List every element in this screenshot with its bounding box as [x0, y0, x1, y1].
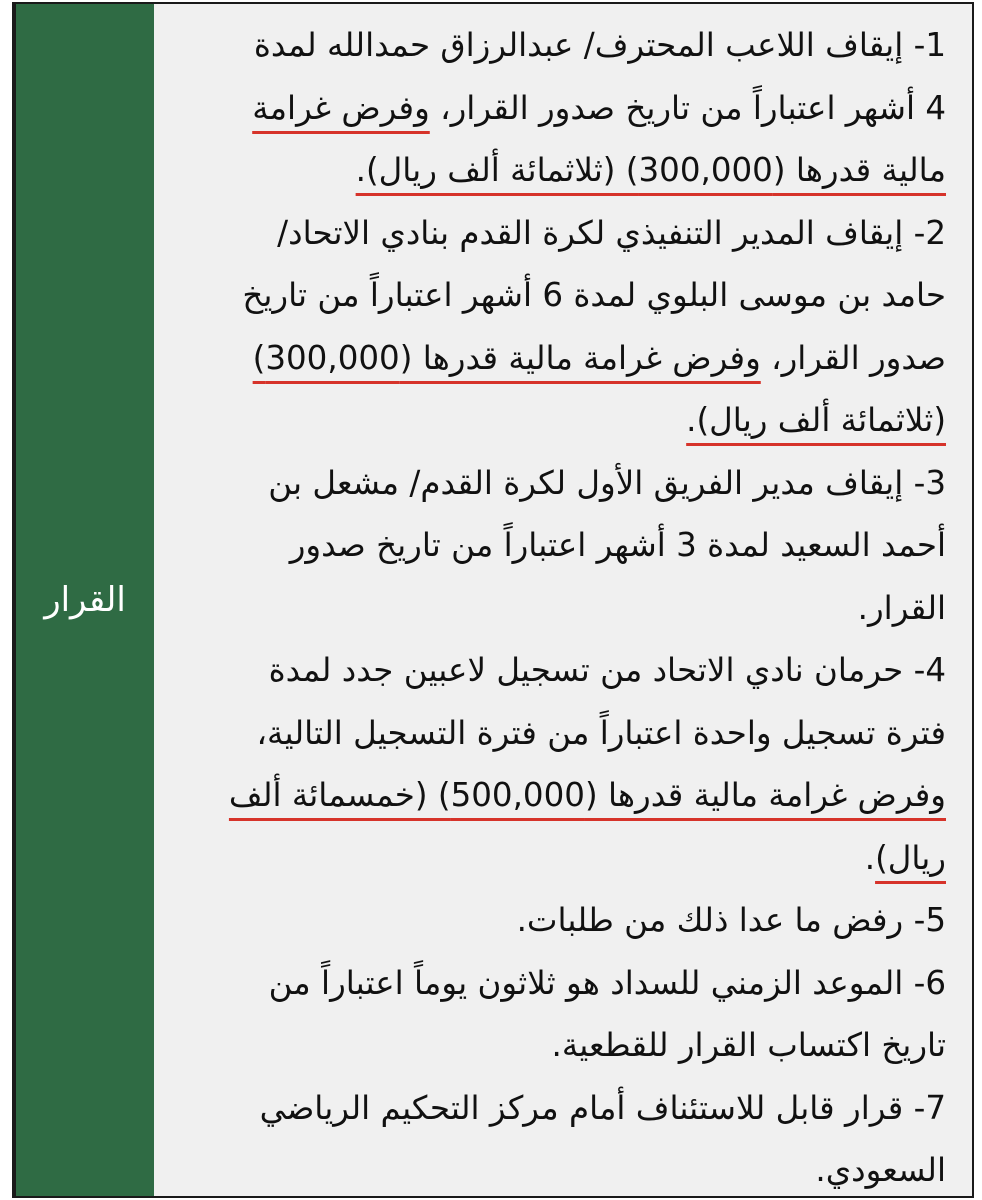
fine-underline: وفرض غرامة مالية قدرها (300,000): [252, 338, 761, 377]
item-4-line-4: ريال).: [864, 838, 946, 877]
fine-underline: (ثلاثمائة ألف ريال).: [686, 401, 946, 439]
item-3-line-2: أحمد السعيد لمدة 3 أشهر اعتباراً من تاريخ صدور: [289, 526, 946, 564]
item-1-line-2: 4 أشهر اعتباراً من تاريخ صدور القرار، وفرض غرامة: [252, 88, 946, 127]
decision-table: [12, 2, 974, 1198]
fine-underline: ريال): [875, 838, 946, 877]
item-1-line-1: 1- إيقاف اللاعب المحترف/ عبدالرزاق حمدالله لمدة: [253, 26, 946, 64]
item-3-line-1: 3- إيقاف مدير الفريق الأول لكرة القدم/ مشعل بن: [268, 463, 946, 502]
item-3-line-3: القرار.: [857, 588, 946, 627]
fine-underline: وفرض غرامة: [252, 88, 430, 127]
decision-label: القرار: [44, 580, 126, 620]
decision-item-5: [174, 889, 946, 952]
item-4-line-2: فترة تسجيل واحدة اعتباراً من فترة التسجيل التالية،: [256, 713, 946, 752]
item-6-line-1: 6- الموعد الزمني للسداد هو ثلاثون يوماً اعتباراً من: [268, 963, 946, 1002]
item-4-line-1: 4- حرمان نادي الاتحاد من تسجيل لاعبين جدد لمدة: [268, 651, 946, 689]
item-2-line-3: صدور القرار، وفرض غرامة مالية قدرها (300,000): [252, 338, 946, 377]
item-7-line-1: 7- قرار قابل للاستئناف أمام مركز التحكيم الرياضي: [259, 1088, 946, 1127]
item-2-line-4: [174, 389, 946, 452]
fine-underline: مالية قدرها (300,000) (ثلاثمائة ألف ريال).: [355, 151, 946, 189]
decision-item-3: [174, 452, 946, 640]
item-6-line-2: تاريخ اكتساب القرار للقطعية.: [551, 1026, 946, 1064]
item-5-line-1: 5- رفض ما عدا ذلك من طلبات.: [516, 901, 946, 939]
fine-underline: وفرض غرامة مالية قدرها (500,000) (خمسمائة ألف: [228, 776, 946, 814]
item-4-line-3: [174, 764, 946, 827]
decision-item-1: [174, 14, 946, 202]
decision-content: [154, 4, 972, 1196]
item-7-line-2: السعودي.: [815, 1151, 946, 1189]
decision-item-4: [174, 639, 946, 889]
decision-item-6: [174, 952, 946, 1077]
item-2-line-1: 2- إيقاف المدير التنفيذي لكرة القدم بنادي الاتحاد/: [277, 213, 946, 252]
item-1-line-3: [174, 139, 946, 202]
label-cell: [14, 4, 154, 1196]
item-2-line-2: حامد بن موسى البلوي لمدة 6 أشهر اعتباراً من تاريخ: [242, 276, 946, 314]
decision-item-2: [174, 202, 946, 452]
decision-item-7: [174, 1077, 946, 1197]
